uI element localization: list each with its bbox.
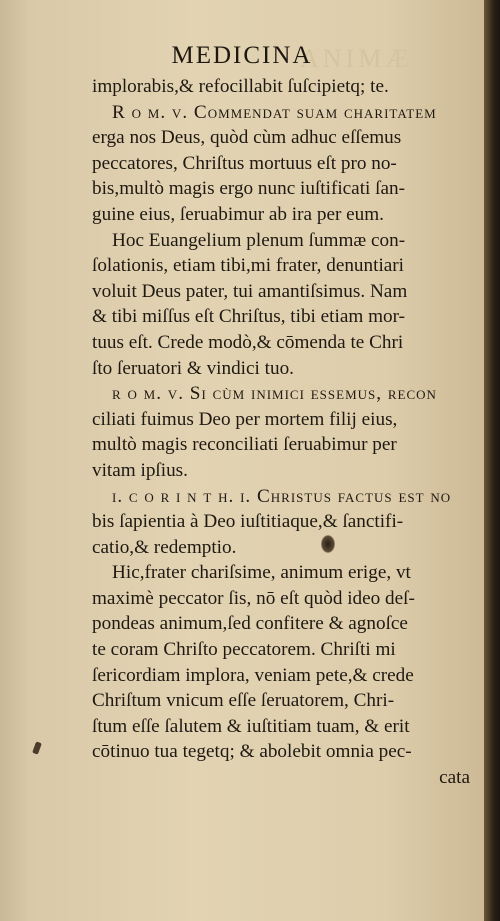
catchword: cata (439, 767, 470, 789)
text-line: cōtinuo tua tegetq; & abolebit omnia pec- (92, 741, 412, 763)
text-line: Hic,frater chariſsime, animum erige, vt (112, 562, 411, 584)
text-line: bis,multò magis ergo nunc iuſtificati ſan- (92, 178, 405, 200)
bleed-through-text: ANIMÆ (300, 44, 413, 73)
text-line: te coram Chriſto peccatorem. Chriſti mi (92, 639, 396, 661)
text-line: ciliati fuimus Deo per mortem filij eius, (92, 408, 398, 430)
text-line: tuus eſt. Crede modò,& cōmenda te Chri (92, 331, 404, 353)
text-line: & tibi miſſus eſt Chriſtus, tibi etiam mor- (92, 306, 405, 328)
text-line: peccatores, Chriſtus mortuus eſt pro no- (92, 152, 397, 174)
ink-smudge (321, 535, 335, 553)
text-line: ſto ſeruatori & vindici tuo. (92, 357, 294, 379)
text-line: r o m. v. Si cùm inimici eſſemus, recon (112, 383, 437, 405)
page-blemish (32, 741, 42, 754)
text-line: Chriſtum vnicum eſſe ſeruatorem, Chri- (92, 690, 395, 712)
text-line: erga nos Deus, quòd cùm adhuc eſſemus (92, 127, 402, 149)
text-line: catio,& redemptio. (92, 536, 237, 558)
text-line: maximè peccator ſis, nō eſt quòd ideo deſ- (92, 587, 415, 609)
text-line: Hoc Euangelium plenum ſummæ con- (112, 229, 406, 251)
body-text (92, 74, 484, 791)
text-line: ſolationis, etiam tibi,mi frater, denuntiari (92, 255, 405, 277)
text-line: pondeas animum,ſed confitere & agnoſce (92, 613, 408, 635)
text-line: ſtum eſſe ſalutem & iuſtitiam tuam, & erit (92, 715, 410, 737)
text-line: vitam ipſius. (92, 459, 188, 481)
text-line: ſericordiam implora, veniam pete,& crede (92, 664, 414, 686)
text-line: i. c o r i n t h. i. Chriſtus factus eſt no (112, 485, 452, 507)
text-line: R o m. v. Commendat ſuam charitatem (112, 101, 437, 123)
text-line: voluit Deus pater, tui amantiſsimus. Nam (92, 280, 408, 302)
text-line: guine eius, ſeruabimur ab ira per eum. (92, 203, 384, 225)
text-line: implorabis,& refocillabit ſuſcipietq; te. (92, 76, 389, 97)
text-line: multò magis reconciliati ſeruabimur per (92, 434, 397, 456)
running-head: MEDICINA (171, 42, 313, 69)
text-line: bis ſapientia à Deo iuſtitiaque,& ſanctifi- (92, 511, 404, 533)
book-spine-edge (484, 0, 500, 921)
